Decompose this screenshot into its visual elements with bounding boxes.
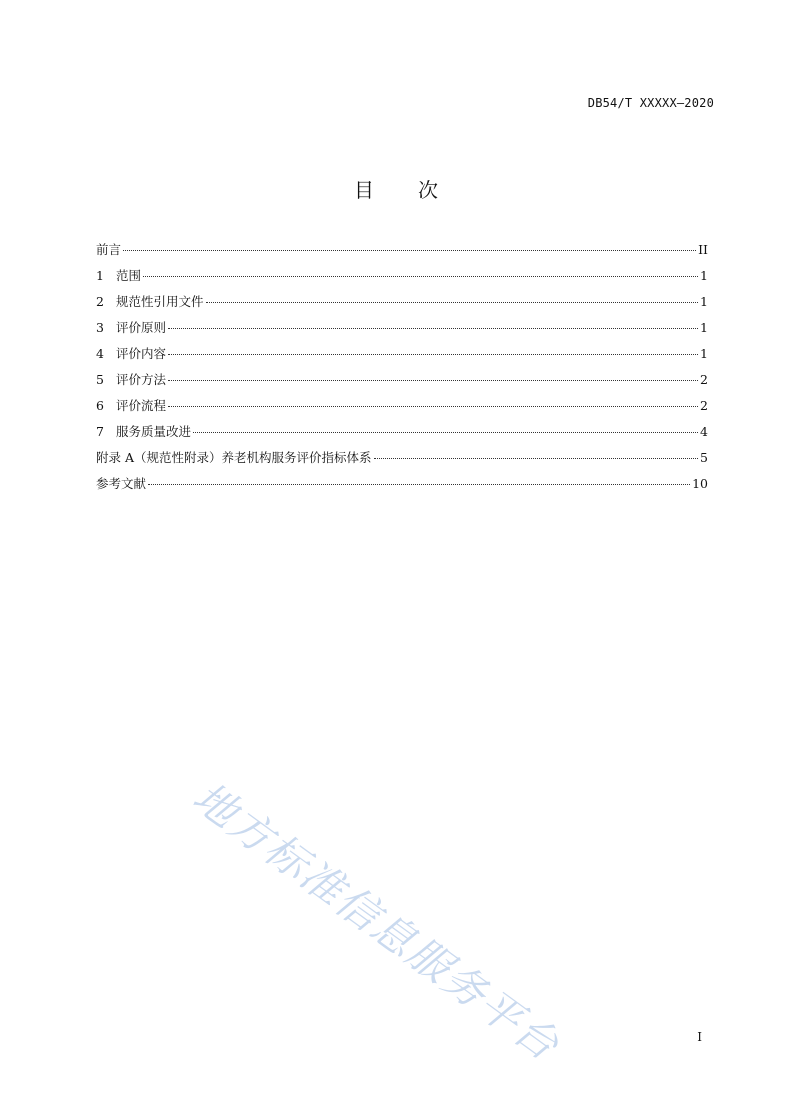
dot-leader (206, 302, 699, 303)
dot-leader (374, 458, 699, 459)
dot-leader (123, 250, 696, 251)
toc-entry-evaluation-principles[interactable] (96, 318, 708, 344)
dot-leader (168, 328, 698, 329)
toc-title-char-1: 目 (354, 178, 374, 202)
watermark: 地方标准信息服务平台 (184, 772, 569, 1071)
document-code: DB54/T XXXXX—2020 (587, 96, 714, 110)
toc-entry-label: 附录 A（规范性附录）养老机构服务评价指标体系 (96, 450, 372, 465)
toc-entry-scope[interactable] (96, 266, 708, 292)
toc-entry-page: 1 (700, 294, 708, 309)
toc-entry-page: 5 (700, 450, 708, 465)
toc-entry-normative-references[interactable] (96, 292, 708, 318)
toc-entry-page: 1 (700, 346, 708, 361)
toc-title (0, 174, 792, 203)
toc-entry-appendix-a[interactable] (96, 448, 708, 474)
dot-leader (168, 406, 698, 407)
toc-entry-label: 范围 (116, 268, 142, 283)
dot-leader (193, 432, 698, 433)
table-of-contents (96, 240, 708, 500)
toc-entry-page: 2 (700, 372, 708, 387)
toc-entry-number: 2 (96, 294, 104, 309)
toc-entry-label: 服务质量改进 (116, 424, 192, 439)
toc-entry-bibliography[interactable] (96, 474, 708, 500)
toc-entry-label: 评价内容 (116, 346, 167, 361)
toc-entry-page: II (698, 242, 708, 257)
toc-entry-label: 评价方法 (116, 372, 167, 387)
toc-entry-page: 2 (700, 398, 708, 413)
toc-entry-number: 6 (96, 398, 104, 413)
toc-title-char-2: 次 (418, 178, 438, 202)
toc-entry-page: 4 (700, 424, 708, 439)
toc-entry-number: 3 (96, 320, 104, 335)
toc-entry-label: 前言 (96, 242, 122, 257)
toc-entry-label: 规范性引用文件 (116, 294, 204, 309)
toc-entry-number: 1 (96, 268, 104, 283)
toc-entry-foreword[interactable] (96, 240, 708, 266)
toc-entry-evaluation-methods[interactable] (96, 370, 708, 396)
dot-leader (143, 276, 698, 277)
toc-entry-number: 5 (96, 372, 104, 387)
dot-leader (168, 354, 698, 355)
toc-entry-label: 参考文献 (96, 476, 147, 491)
toc-entry-service-quality-improvement[interactable] (96, 422, 708, 448)
toc-entry-page: 1 (700, 320, 708, 335)
toc-entry-page: 1 (700, 268, 708, 283)
dot-leader (148, 484, 690, 485)
toc-entry-number: 7 (96, 424, 104, 439)
toc-entry-label: 评价流程 (116, 398, 167, 413)
toc-entry-page: 10 (692, 476, 708, 491)
page-number: I (697, 1030, 702, 1044)
toc-entry-label: 评价原则 (116, 320, 167, 335)
toc-entry-number: 4 (96, 346, 104, 361)
toc-entry-evaluation-process[interactable] (96, 396, 708, 422)
toc-entry-evaluation-content[interactable] (96, 344, 708, 370)
dot-leader (168, 380, 698, 381)
